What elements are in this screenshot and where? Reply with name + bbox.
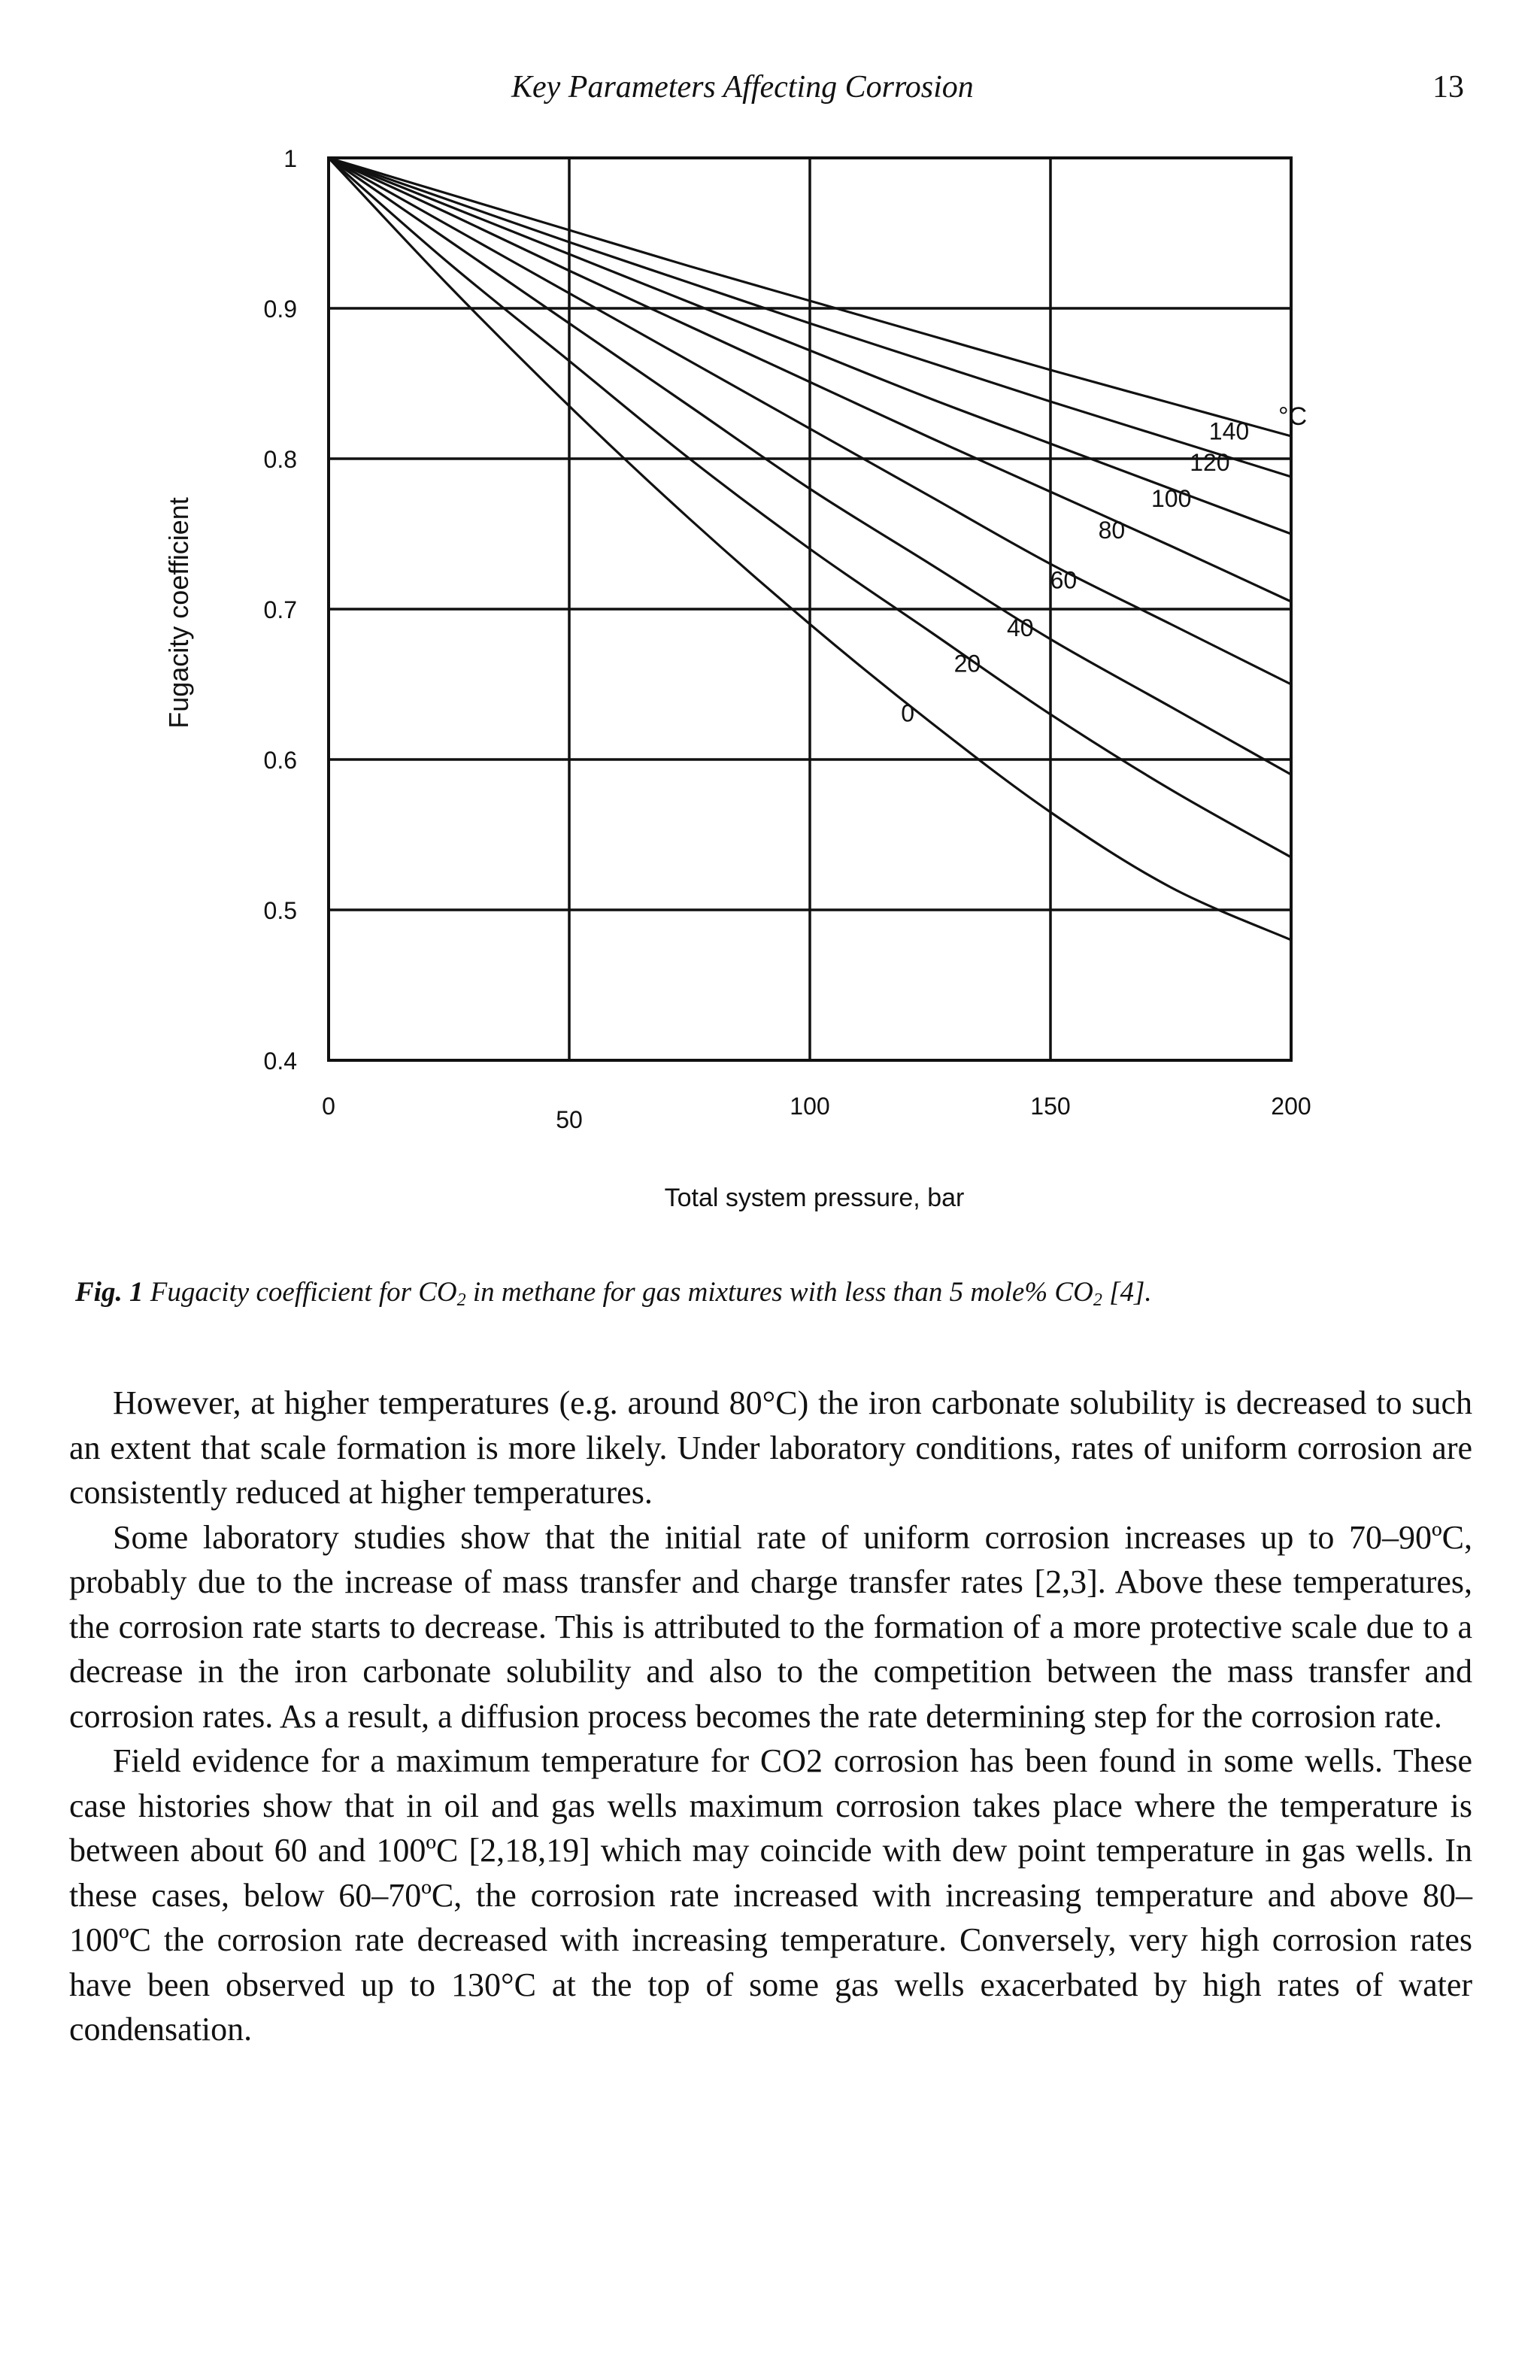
y-tick-label: 0.9 xyxy=(263,296,297,323)
curve-label-40: 40 xyxy=(1007,614,1034,641)
x-axis-label: Total system pressure, bar xyxy=(664,1184,965,1212)
curve-label-20: 20 xyxy=(953,650,981,678)
y-tick-label: 0.8 xyxy=(263,446,297,473)
curve-label-100: 100 xyxy=(1151,485,1192,512)
paragraph-3: Field evidence for a maximum temperature for CO2 corrosion has been found in some wells. These case histories show that in oil and gas wells maximum corrosion takes place where the temperature is between about 60 and 100ºC [2,18,19] which may coincide with dew point temperature in gas wells. In these cases, below 60–70ºC, the corrosion rate increased with increasing temperature and above 80–100ºC the corrosion rate decreased with increasing temperature. Conversely, very high corrosion rates have been observed up to 130°C at the top of some gas wells exacerbated by high rates of water condensation. xyxy=(69,1742,1472,2048)
caption-subscript-1: 2 xyxy=(456,1290,466,1310)
curve-label-120: 120 xyxy=(1190,449,1230,476)
curve-label-80: 80 xyxy=(1098,516,1126,544)
paragraph-1: However, at higher temperatures (e.g. around 80°C) the iron carbonate solubility is decreased to such an extent that scale formation is more likely. Under laboratory conditions, rates of uniform corrosion are consistently reduced at higher temperatures. xyxy=(69,1384,1472,1511)
caption-subscript-2: 2 xyxy=(1093,1290,1102,1310)
y-tick-label: 0.4 xyxy=(263,1048,297,1075)
y-tick-label: 0.7 xyxy=(263,596,297,623)
x-tick-label: 100 xyxy=(790,1093,830,1120)
running-title: Key Parameters Affecting Corrosion xyxy=(511,70,974,105)
x-tick-label: 150 xyxy=(1030,1093,1071,1120)
curve-label-0: 0 xyxy=(901,699,914,727)
caption-text-3: [4]. xyxy=(1102,1277,1152,1308)
y-tick-label: 0.6 xyxy=(263,747,297,774)
y-axis-label: Fugacity coefficient xyxy=(163,497,194,729)
chart-curve-labels xyxy=(901,417,1249,726)
x-tick-label: 200 xyxy=(1271,1093,1311,1120)
x-tick-label: 0 xyxy=(322,1093,335,1120)
chart-grid xyxy=(329,158,1291,1060)
figure-label: Fig. 1 xyxy=(75,1277,144,1308)
body-text xyxy=(69,1381,1472,2052)
paragraph-2: Some laboratory studies show that the initial rate of uniform corrosion increases up to 70–90ºC, probably due to the increase of mass transfer and charge transfer rates [2,3]. Above these temperatures, the corrosion rate starts to decrease. This is attributed to the formation of a more protective scale due to a decrease in the iron carbonate solubility and also to the competition between the mass transfer and corrosion rates. As a result, a diffusion process becomes the rate determining step for the corrosion rate. xyxy=(69,1518,1472,1735)
caption-text-1: Fugacity coefficient for CO xyxy=(150,1277,457,1308)
curve-label-60: 60 xyxy=(1050,566,1078,594)
curve-label-140: 140 xyxy=(1208,417,1250,445)
figure-caption xyxy=(75,1276,1474,1311)
unit-label: °C xyxy=(1278,402,1308,431)
caption-text-2: in methane for gas mixtures with less than 5 mole% CO xyxy=(465,1277,1093,1308)
y-tick-label: 1 xyxy=(283,145,297,172)
fugacity-chart xyxy=(0,120,1540,1218)
x-tick-label: 50 xyxy=(556,1106,583,1133)
page-number: 13 xyxy=(1432,70,1464,105)
y-tick-label: 0.5 xyxy=(263,897,297,924)
